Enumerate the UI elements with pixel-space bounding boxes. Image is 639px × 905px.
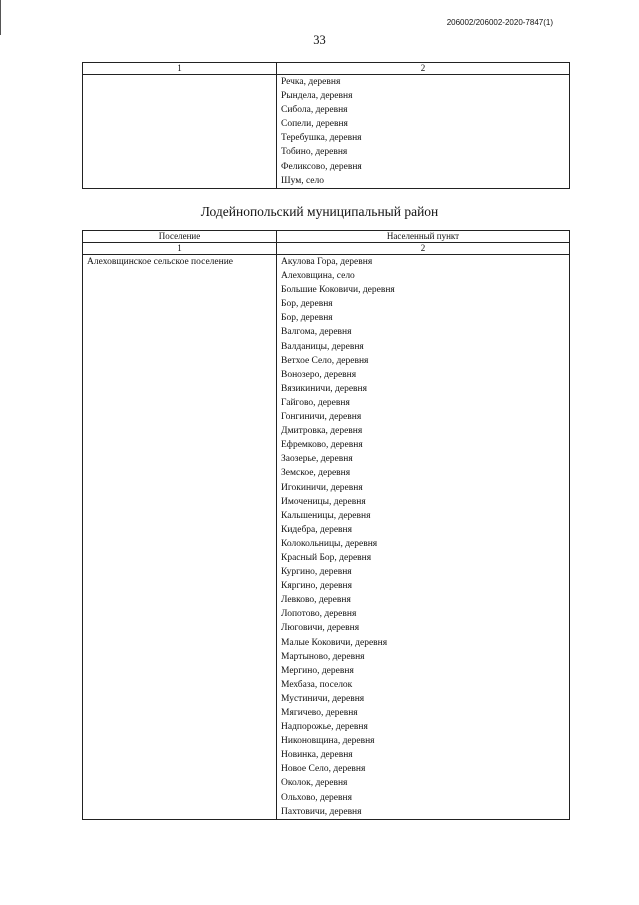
table-continued xyxy=(82,62,570,189)
table-column-numbers xyxy=(83,63,570,75)
locality-item: Никоновщина, деревня xyxy=(281,736,375,747)
locality-item: Рындела, деревня xyxy=(281,91,353,102)
locality-item: Акулова Гора, деревня xyxy=(281,257,373,267)
locality-item: Кальшеницы, деревня xyxy=(281,510,371,521)
locality-list xyxy=(277,255,570,820)
column-number-2: 2 xyxy=(277,63,570,75)
locality-item: Колокольницы, деревня xyxy=(281,538,378,549)
table-row xyxy=(83,255,570,820)
locality-item: Сопели, деревня xyxy=(281,119,348,130)
locality-item: Малые Коковичи, деревня xyxy=(281,637,388,648)
locality-item: Феликсово, деревня xyxy=(281,161,362,172)
locality-item: Валданицы, деревня xyxy=(281,341,364,352)
locality-item: Кидебра, деревня xyxy=(281,524,352,535)
locality-item: Надпорожье, деревня xyxy=(281,722,368,733)
locality-item: Новинка, деревня xyxy=(281,750,353,761)
locality-item: Кяргино, деревня xyxy=(281,581,352,592)
locality-item: Сибола, деревня xyxy=(281,105,348,116)
locality-item: Мустиничи, деревня xyxy=(281,693,365,704)
locality-item: Земское, деревня xyxy=(281,468,351,479)
locality-item: Тобино, деревня xyxy=(281,147,348,158)
page-edge-mark xyxy=(0,0,1,35)
locality-item: Заозерье, деревня xyxy=(281,454,353,465)
locality-list xyxy=(277,75,570,189)
header-locality: Населенный пункт xyxy=(277,231,570,243)
table-row xyxy=(83,75,570,189)
locality-item: Теребушка, деревня xyxy=(281,133,362,144)
locality-item: Пахтовичи, деревня xyxy=(281,806,362,817)
column-number-1: 1 xyxy=(83,243,277,255)
locality-item: Левково, деревня xyxy=(281,595,351,606)
column-number-1: 1 xyxy=(83,63,277,75)
document-id: 206002/206002-2020-7847(1) xyxy=(446,18,553,27)
locality-item: Вонозеро, деревня xyxy=(281,369,357,380)
locality-item: Дмитровка, деревня xyxy=(281,426,363,437)
locality-item: Гайгово, деревня xyxy=(281,397,350,408)
locality-item: Люговичи, деревня xyxy=(281,623,360,634)
locality-item: Шум, село xyxy=(281,175,325,186)
locality-item: Большие Коковичи, деревня xyxy=(281,285,395,296)
locality-item: Бор, деревня xyxy=(281,313,333,324)
locality-item: Вязикиничи, деревня xyxy=(281,383,367,394)
settlement-cell: Алеховщинское сельское поселение xyxy=(83,255,277,820)
district-title: Лодейнопольский муниципальный район xyxy=(200,204,439,219)
locality-item: Околок, деревня xyxy=(281,778,348,789)
locality-item: Ветхое Село, деревня xyxy=(281,355,369,366)
district-table xyxy=(82,230,570,820)
locality-item: Мартыново, деревня xyxy=(281,651,365,662)
locality-item: Новое Село, деревня xyxy=(281,764,366,775)
locality-item: Речка, деревня xyxy=(281,77,341,87)
locality-item: Бор, деревня xyxy=(281,299,333,310)
settlement-cell xyxy=(83,75,277,189)
table-header-row xyxy=(83,231,570,243)
locality-item: Кургино, деревня xyxy=(281,567,352,578)
locality-item: Красный Бор, деревня xyxy=(281,552,372,563)
locality-item: Гонгиничи, деревня xyxy=(281,412,362,423)
page-number: 33 xyxy=(313,33,326,47)
table-column-numbers xyxy=(83,243,570,255)
locality-item: Мягичево, деревня xyxy=(281,708,358,718)
locality-item: Мергино, деревня xyxy=(281,665,354,676)
locality-item: Имоченицы, деревня xyxy=(281,496,366,507)
locality-item: Мехбаза, поселок xyxy=(281,679,353,690)
column-number-2: 2 xyxy=(277,243,570,255)
locality-item: Валгома, деревня xyxy=(281,327,352,338)
locality-item: Ольхово, деревня xyxy=(281,792,352,803)
locality-item: Алеховщина, село xyxy=(281,271,355,282)
header-settlement: Поселение xyxy=(83,231,277,243)
locality-item: Игокиничи, деревня xyxy=(281,482,363,493)
locality-item: Лопотово, деревня xyxy=(281,609,357,620)
locality-item: Ефремково, деревня xyxy=(281,440,363,451)
